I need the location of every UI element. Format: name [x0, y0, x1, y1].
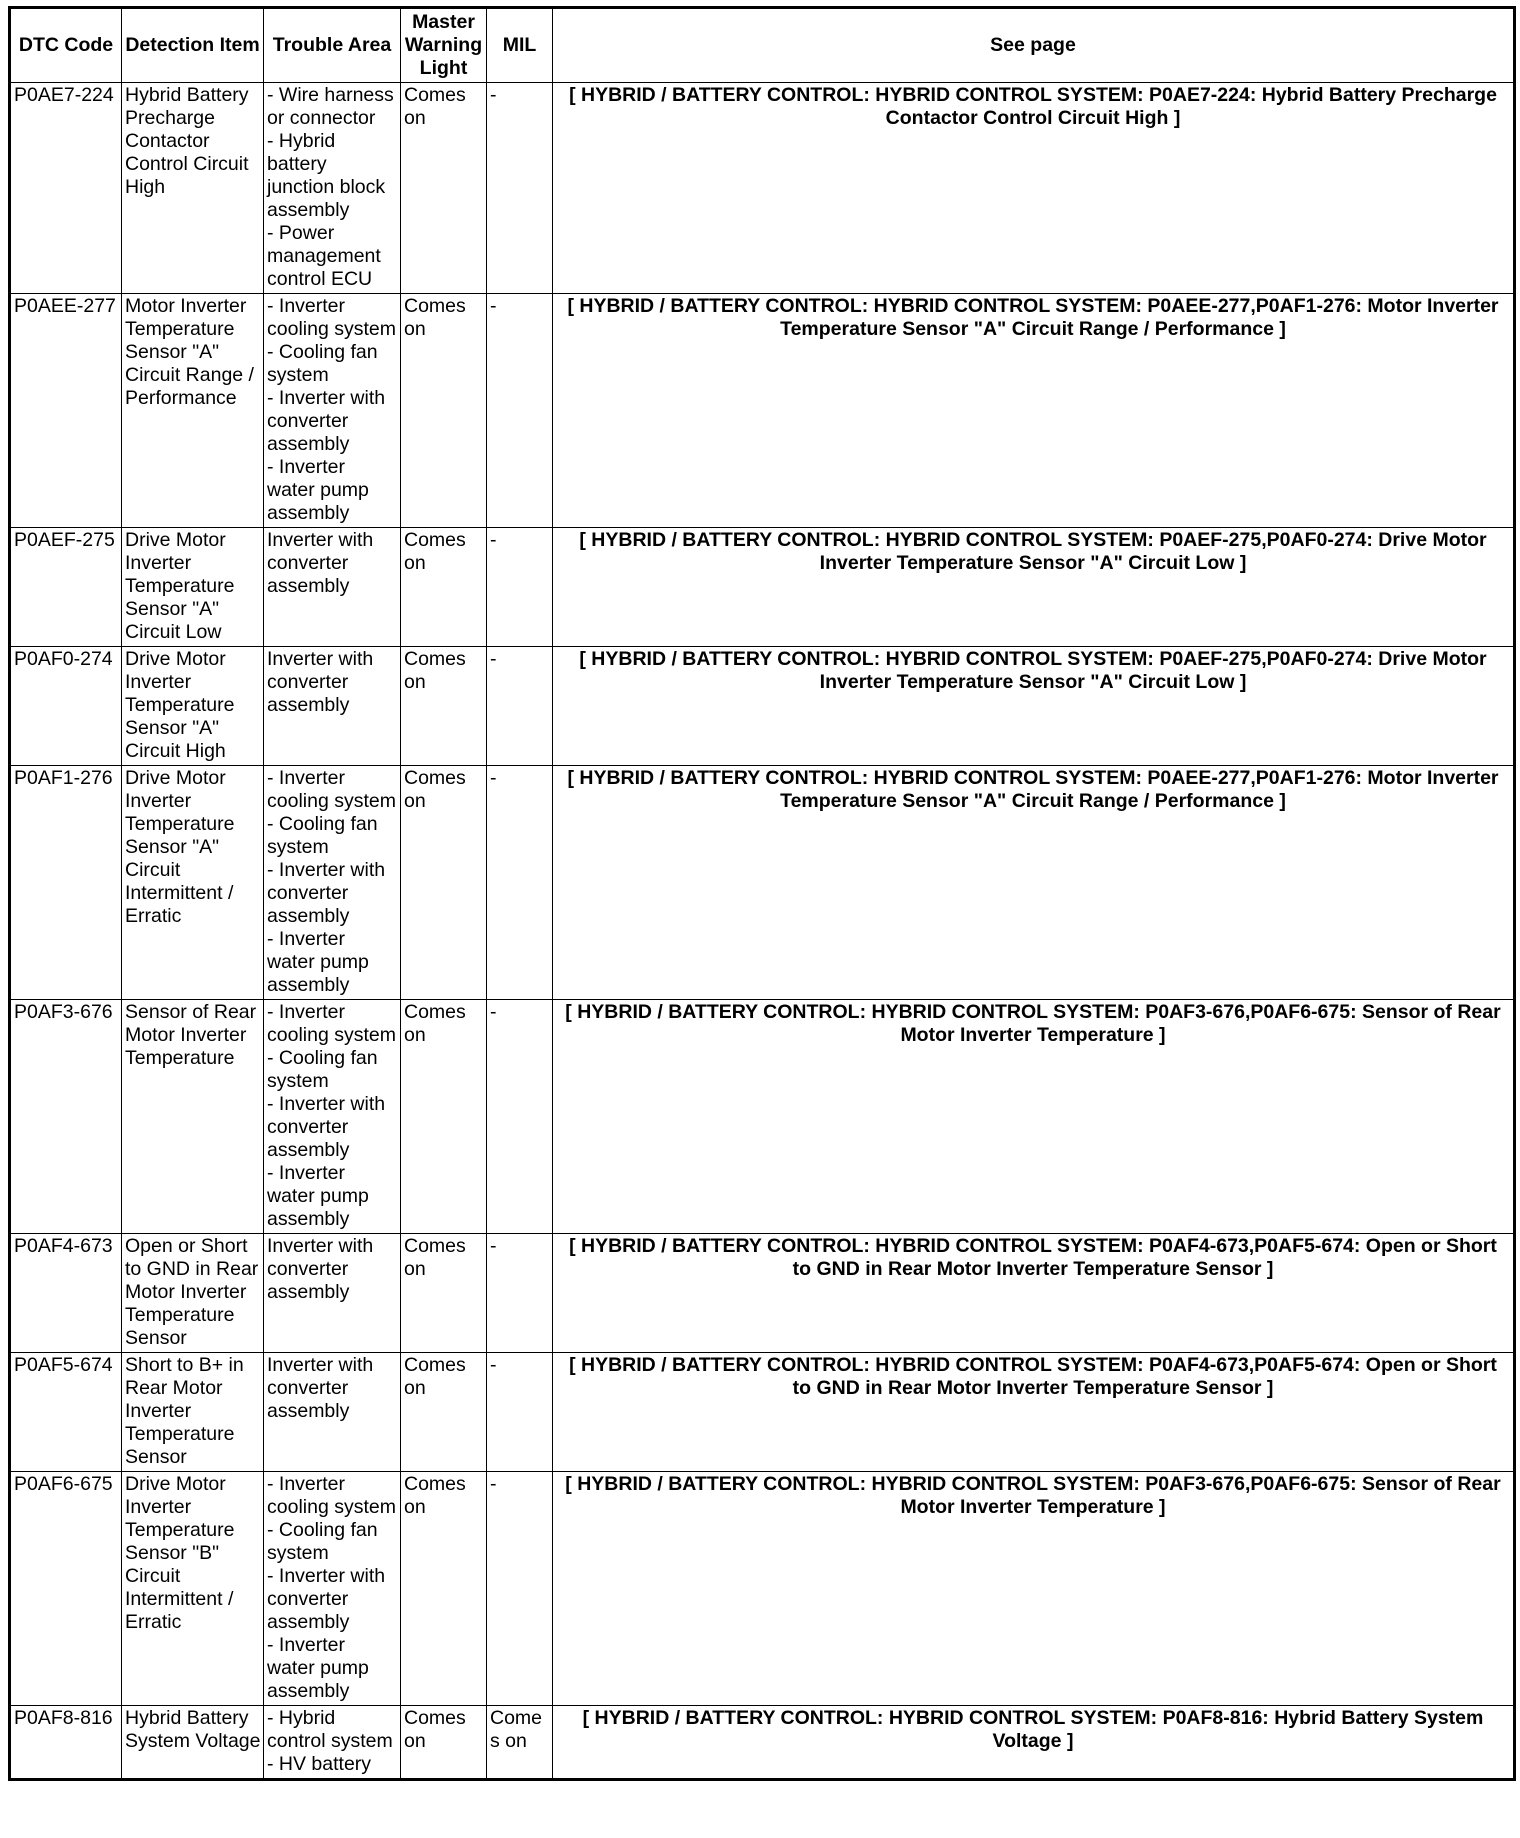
detection-item-cell: Hybrid Battery System Voltage [122, 1706, 264, 1780]
trouble-area-cell: - Inverter cooling system - Cooling fan system - Inverter with converter assembly - Inverter water pump assembly [264, 294, 401, 528]
table-row [10, 1353, 1515, 1472]
mil-cell: - [487, 294, 553, 528]
see-page-link[interactable]: [ HYBRID / BATTERY CONTROL: HYBRID CONTROL SYSTEM: P0AF3-676,P0AF6-675: Sensor of Rear Motor Inverter Temperature ] [553, 1000, 1515, 1234]
master-warning-light-cell: Comes on [401, 294, 487, 528]
mil-cell: - [487, 83, 553, 294]
table-row [10, 1234, 1515, 1353]
see-page-link[interactable]: [ HYBRID / BATTERY CONTROL: HYBRID CONTROL SYSTEM: P0AF4-673,P0AF5-674: Open or Short to GND in Rear Motor Inverter Temperature Sensor ] [553, 1234, 1515, 1353]
dtc-code-cell: P0AF3-676 [10, 1000, 122, 1234]
trouble-area-cell: Inverter with converter assembly [264, 1353, 401, 1472]
master-warning-light-cell: Comes on [401, 1000, 487, 1234]
table-row [10, 528, 1515, 647]
trouble-area-cell: Inverter with converter assembly [264, 1234, 401, 1353]
table-row [10, 83, 1515, 294]
see-page-link[interactable]: [ HYBRID / BATTERY CONTROL: HYBRID CONTROL SYSTEM: P0AEE-277,P0AF1-276: Motor Inverter Temperature Sensor "A" Circuit Range / Performance ] [553, 766, 1515, 1000]
dtc-code-cell: P0AF1-276 [10, 766, 122, 1000]
mil-cell: - [487, 1353, 553, 1472]
dtc-code-cell: P0AF5-674 [10, 1353, 122, 1472]
header-master-warning-light: Master Warning Light [401, 8, 487, 83]
dtc-table [8, 6, 1516, 1781]
detection-item-cell: Motor Inverter Temperature Sensor "A" Circuit Range / Performance [122, 294, 264, 528]
see-page-link[interactable]: [ HYBRID / BATTERY CONTROL: HYBRID CONTROL SYSTEM: P0AF8-816: Hybrid Battery System Voltage ] [553, 1706, 1515, 1780]
see-page-link[interactable]: [ HYBRID / BATTERY CONTROL: HYBRID CONTROL SYSTEM: P0AEE-277,P0AF1-276: Motor Inverter Temperature Sensor "A" Circuit Range / Performance ] [553, 294, 1515, 528]
master-warning-light-cell: Comes on [401, 528, 487, 647]
detection-item-cell: Drive Motor Inverter Temperature Sensor "A" Circuit Intermittent / Erratic [122, 766, 264, 1000]
detection-item-cell: Hybrid Battery Precharge Contactor Control Circuit High [122, 83, 264, 294]
table-row [10, 1000, 1515, 1234]
master-warning-light-cell: Comes on [401, 766, 487, 1000]
table-row [10, 647, 1515, 766]
trouble-area-cell: Inverter with converter assembly [264, 528, 401, 647]
trouble-area-cell: - Hybrid control system - HV battery [264, 1706, 401, 1780]
master-warning-light-cell: Comes on [401, 647, 487, 766]
detection-item-cell: Drive Motor Inverter Temperature Sensor "B" Circuit Intermittent / Erratic [122, 1472, 264, 1706]
see-page-link[interactable]: [ HYBRID / BATTERY CONTROL: HYBRID CONTROL SYSTEM: P0AEF-275,P0AF0-274: Drive Motor Inverter Temperature Sensor "A" Circuit Low ] [553, 528, 1515, 647]
table-row [10, 1706, 1515, 1780]
header-mil: MIL [487, 8, 553, 83]
dtc-code-cell: P0AEE-277 [10, 294, 122, 528]
mil-cell: - [487, 766, 553, 1000]
header-row [10, 8, 1515, 83]
trouble-area-cell: Inverter with converter assembly [264, 647, 401, 766]
header-trouble-area: Trouble Area [264, 8, 401, 83]
master-warning-light-cell: Comes on [401, 83, 487, 294]
dtc-code-cell: P0AE7-224 [10, 83, 122, 294]
header-dtc-code: DTC Code [10, 8, 122, 83]
trouble-area-cell: - Wire harness or connector - Hybrid battery junction block assembly - Power management control ECU [264, 83, 401, 294]
table-row [10, 1472, 1515, 1706]
table-body [10, 83, 1515, 1780]
header-detection-item: Detection Item [122, 8, 264, 83]
see-page-link[interactable]: [ HYBRID / BATTERY CONTROL: HYBRID CONTROL SYSTEM: P0AEF-275,P0AF0-274: Drive Motor Inverter Temperature Sensor "A" Circuit Low ] [553, 647, 1515, 766]
see-page-link[interactable]: [ HYBRID / BATTERY CONTROL: HYBRID CONTROL SYSTEM: P0AF4-673,P0AF5-674: Open or Short to GND in Rear Motor Inverter Temperature Sensor ] [553, 1353, 1515, 1472]
master-warning-light-cell: Comes on [401, 1353, 487, 1472]
dtc-code-cell: P0AF0-274 [10, 647, 122, 766]
dtc-code-cell: P0AF8-816 [10, 1706, 122, 1780]
detection-item-cell: Short to B+ in Rear Motor Inverter Temperature Sensor [122, 1353, 264, 1472]
detection-item-cell: Drive Motor Inverter Temperature Sensor "A" Circuit High [122, 647, 264, 766]
dtc-code-cell: P0AEF-275 [10, 528, 122, 647]
mil-cell: Comes on [487, 1706, 553, 1780]
trouble-area-cell: - Inverter cooling system - Cooling fan system - Inverter with converter assembly - Inverter water pump assembly [264, 766, 401, 1000]
detection-item-cell: Drive Motor Inverter Temperature Sensor "A" Circuit Low [122, 528, 264, 647]
detection-item-cell: Sensor of Rear Motor Inverter Temperature [122, 1000, 264, 1234]
table-header [10, 8, 1515, 83]
master-warning-light-cell: Comes on [401, 1472, 487, 1706]
table-row [10, 766, 1515, 1000]
mil-cell: - [487, 528, 553, 647]
mil-cell: - [487, 1472, 553, 1706]
dtc-code-cell: P0AF4-673 [10, 1234, 122, 1353]
trouble-area-cell: - Inverter cooling system - Cooling fan system - Inverter with converter assembly - Inverter water pump assembly [264, 1472, 401, 1706]
table-row [10, 294, 1515, 528]
mil-cell: - [487, 647, 553, 766]
master-warning-light-cell: Comes on [401, 1234, 487, 1353]
dtc-code-cell: P0AF6-675 [10, 1472, 122, 1706]
see-page-link[interactable]: [ HYBRID / BATTERY CONTROL: HYBRID CONTROL SYSTEM: P0AE7-224: Hybrid Battery Precharge Contactor Control Circuit High ] [553, 83, 1515, 294]
mil-cell: - [487, 1234, 553, 1353]
trouble-area-cell: - Inverter cooling system - Cooling fan system - Inverter with converter assembly - Inverter water pump assembly [264, 1000, 401, 1234]
master-warning-light-cell: Comes on [401, 1706, 487, 1780]
detection-item-cell: Open or Short to GND in Rear Motor Inverter Temperature Sensor [122, 1234, 264, 1353]
see-page-link[interactable]: [ HYBRID / BATTERY CONTROL: HYBRID CONTROL SYSTEM: P0AF3-676,P0AF6-675: Sensor of Rear Motor Inverter Temperature ] [553, 1472, 1515, 1706]
header-see-page: See page [553, 8, 1515, 83]
mil-cell: - [487, 1000, 553, 1234]
